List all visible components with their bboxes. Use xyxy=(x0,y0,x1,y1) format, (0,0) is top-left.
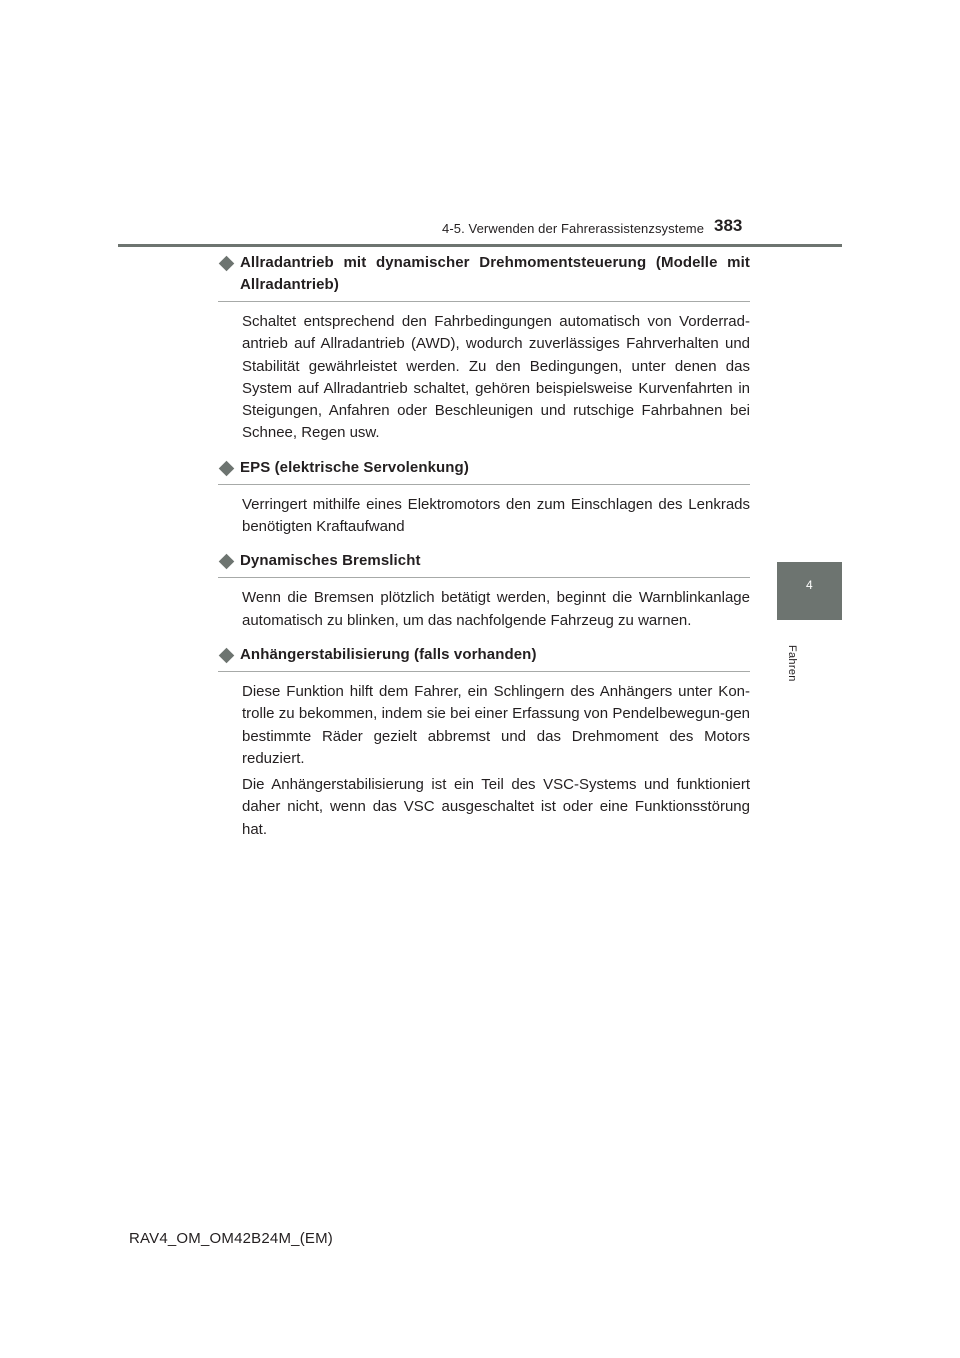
section-heading xyxy=(218,644,750,672)
main-content xyxy=(218,252,750,853)
section-heading xyxy=(218,550,750,578)
section-heading-text: Dynamisches Bremslicht xyxy=(240,552,421,570)
section-paragraph: Schaltet entsprechend den Fahrbedingungen automatisch von Vorderrad-antrieb auf Allradantrieb (AWD), wodurch zuverlässiges Fahrverhalten und Stabilität gewährleistet werden. Zu den Bedingungen, unter denen das System auf Allradantrieb schaltet, gehören beispielsweise Kurvenfahrten in Steigungen, Anfahren oder Beschleunigen und rutschige Fahrbahnen bei Schnee, Regen usw. xyxy=(242,313,750,442)
section-heading-text: Allradantrieb mit dynamischer Drehmomentsteuerung (Modelle mit Allradantrieb) xyxy=(240,254,750,293)
chapter-title: 4-5. Verwenden der Fahrerassistenzsysteme xyxy=(442,221,705,236)
section-paragraph: Diese Funktion hilft dem Fahrer, ein Schlingern des Anhängers unter Kon-trolle zu bekommen, indem sie bei einer Erfassung von Pendelbewegun-gen bestimmte Räder gezielt abbremst und das Drehmoment des Motors reduziert. xyxy=(242,682,750,767)
diamond-bullet-icon xyxy=(219,461,235,477)
section-heading-text: EPS (elektrische Servolenkung) xyxy=(240,458,469,476)
chapter-tab-label: Fahren xyxy=(786,645,798,682)
section-heading xyxy=(218,252,750,302)
section-heading-text: Anhängerstabilisierung (falls vorhanden) xyxy=(240,645,537,663)
section-eps xyxy=(218,457,750,539)
page-number: 383 xyxy=(714,216,743,235)
diamond-bullet-icon xyxy=(219,554,235,570)
section-allradantrieb xyxy=(218,252,750,445)
section-paragraph: Verringert mithilfe eines Elektromotors den zum Einschlagen des Lenkrads benötigten Kraftaufwand xyxy=(242,495,750,536)
section-heading xyxy=(218,457,750,485)
section-paragraph: Wenn die Bremsen plötzlich betätigt werden, beginnt die Warnblinkanlage automatisch zu blinken, um das nachfolgende Fahrzeug zu warnen. xyxy=(242,589,750,629)
document-code: RAV4_OM_OM42B24M_(EM) xyxy=(129,1230,333,1247)
diamond-bullet-icon xyxy=(219,256,235,272)
section-paragraph: Die Anhängerstabilisierung ist ein Teil des VSC-Systems und funktioniert daher nicht, wenn das VSC ausgeschaltet ist oder eine Funktionsstörung hat. xyxy=(242,776,750,838)
diamond-bullet-icon xyxy=(219,648,235,664)
header-divider xyxy=(118,244,842,247)
section-anhaengerstabilisierung xyxy=(218,644,750,841)
chapter-tab-number: 4 xyxy=(806,578,813,592)
section-bremslicht xyxy=(218,550,750,632)
